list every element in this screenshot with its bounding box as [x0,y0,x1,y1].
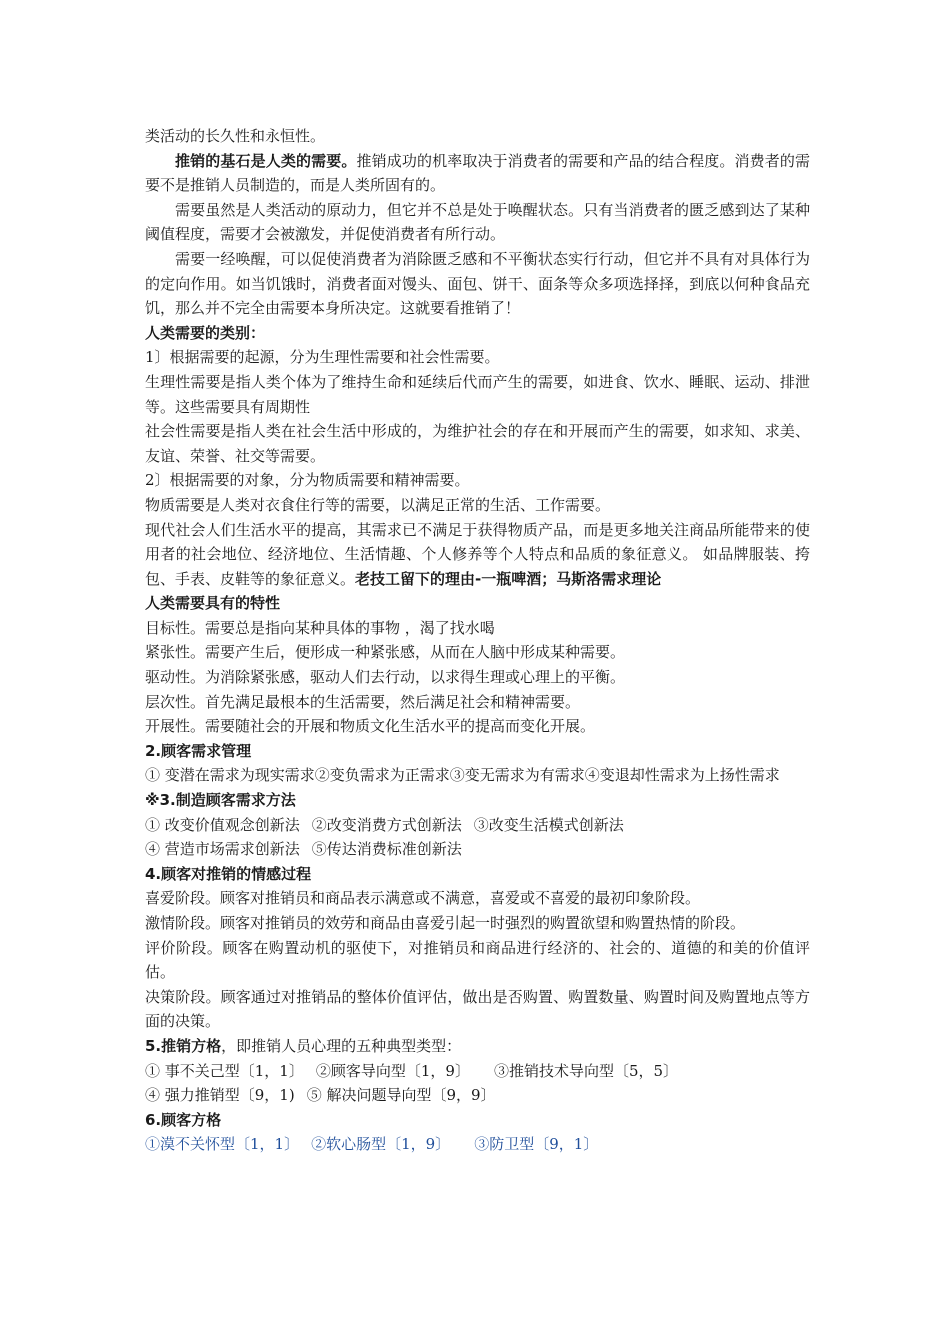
method-item: ④ 营造市场需求创新法 [145,840,300,859]
demand-management-list: ① 变潜在需求为现实需求②变负需求为正需求③变无需求为有需求④变退却性需求为上扬性需求 [145,766,780,785]
trait-item: 开展性。需要随社会的开展和物质文化生活水平的提高而变化开展。 [145,717,596,736]
grid-type: ① 事不关己型〔1，1〕 [145,1061,304,1080]
paragraph-need-arousal: 需要虽然是人类活动的原动力，但它并不总是处于唤醒状态。只有当消费者的匮乏感到达了某种阈值程度，需要才会被激发，并促使消费者有所行动。 [145,200,810,244]
grid-type: ④ 强力推销型〔9，1) [145,1086,295,1105]
customer-type: ①漠不关怀型〔1，1〕 [145,1135,300,1154]
sales-grid-title: 5.推销方格 [145,1036,222,1055]
customer-grid-row [145,1132,810,1157]
grid-type: ⑤ 解决问题导向型〔9，9〕 [306,1086,496,1105]
trait-item: 层次性。首先满足最根本的生活需要，然后满足社会和精神需要。 [145,692,581,711]
customer-type: ②软心肠型〔1，9〕 [311,1135,451,1154]
category-modern [145,518,810,592]
grid-type: ③推销技术导向型〔5，5〕 [493,1061,679,1080]
category-physiological: 生理性需要是指人类个体为了维持生命和延续后代而产生的需要，如进食、饮水、睡眠、运动、排泄等。这些需要具有周期性 [145,372,810,416]
trait-item: 目标性。需要总是指向某种具体的事物 ，渴了找水喝 [145,618,495,637]
create-demand-row-1 [145,813,810,838]
emotion-stage: 喜爱阶段。顾客对推销员和商品表示满意或不满意，喜爱或不喜爱的最初印象阶段。 [145,889,701,908]
paragraph-need-awakened: 需要一经唤醒，可以促使消费者为消除匮乏感和不平衡状态实行行动，但它并不具有对具体行为的定向作用。如当饥饿时，消费者面对馒头、面包、饼干、面条等众多项选择择，到底以何种食品充饥，那么并不完全由需要本身所决定。这就要看推销了！ [145,249,810,318]
emotion-stage: 评价阶段。顾客在购置动机的驱使下，对推销员和商品进行经济的、社会的、道德的和美的价值评估。 [145,938,810,982]
category-object: 2〕根据需要的对象，分为物质需要和精神需要。 [145,471,470,490]
heading-emotion-process: 4.顾客对推销的情感过程 [145,864,312,883]
foundation-heading: 推销的基石是人类的需要。 [175,151,357,170]
modern-bold-note: 老技工留下的理由-一瓶啤酒；马斯洛需求理论 [355,569,662,588]
category-material: 物质需要是人类对衣食住行等的需要，以满足正常的生活、工作需要。 [145,495,611,514]
heading-create-demand: ※3.制造顾客需求方法 [145,791,296,810]
category-social: 社会性需要是指人类在社会生活中形成的，为维护社会的存在和开展而产生的需要，如求知、求美、友谊、荣誉、社交等需要。 [145,422,810,465]
heading-need-traits: 人类需要具有的特性 [145,594,281,613]
sales-grid-row-1 [145,1059,810,1084]
sales-grid-desc: ，即推销人员心理的五种典型类型： [221,1036,462,1055]
document-page [145,124,810,1157]
paragraph-foundation [145,149,810,198]
customer-type: ③防卫型〔9，1〕 [474,1135,599,1154]
heading-need-categories: 人类需要的类别： [145,323,266,342]
modern-text: 现代社会人们生活水平的提高，其需求已不满足于获得物质产品，而是更多地关注商品所能带来的使用者的社会地位、经济地位、生活情趣、个人修养等个人特点和品质的象征意义。 如品牌服装、挎包、手表、皮鞋等的象征意义。 [145,520,810,588]
method-item: ③改变生活模式创新法 [473,815,624,834]
emotion-stage: 激情阶段。顾客对推销员的效劳和商品由喜爱引起一时强烈的购置欲望和购置热情的阶段。 [145,914,746,932]
paragraph-continuation: 类活动的长久性和永恒性。 [145,127,326,145]
heading-demand-management: 2.顾客需求管理 [145,741,252,760]
trait-item: 驱动性。为消除紧张感，驱动人们去行动，以求得生理或心理上的平衡。 [145,668,626,687]
method-item: ① 改变价值观念创新法 [145,815,300,834]
foundation-text: 推销成功的机率取决于消费者的需要和产品的结合程度。消费者的需要不是推销人员制造的，而是人类所固有的。 [145,151,810,195]
sales-grid-row-2 [145,1083,810,1108]
create-demand-row-2 [145,837,810,862]
trait-item: 紧张性。需要产生后，便形成一种紧张感，从而在人脑中形成某种需要。 [145,643,626,662]
category-origin: 1〕根据需要的起源，分为生理性需要和社会性需要。 [145,348,500,367]
method-item: ⑤传达消费标准创新法 [311,840,462,859]
emotion-stage: 决策阶段。顾客通过对推销品的整体价值评估，做出是否购置、购置数量、购置时间及购置地点等方面的决策。 [145,987,810,1031]
method-item: ②改变消费方式创新法 [311,815,462,834]
heading-sales-grid [145,1034,810,1059]
heading-customer-grid: 6.顾客方格 [145,1110,222,1129]
grid-type: ②顾客导向型〔1，9〕 [315,1061,470,1080]
